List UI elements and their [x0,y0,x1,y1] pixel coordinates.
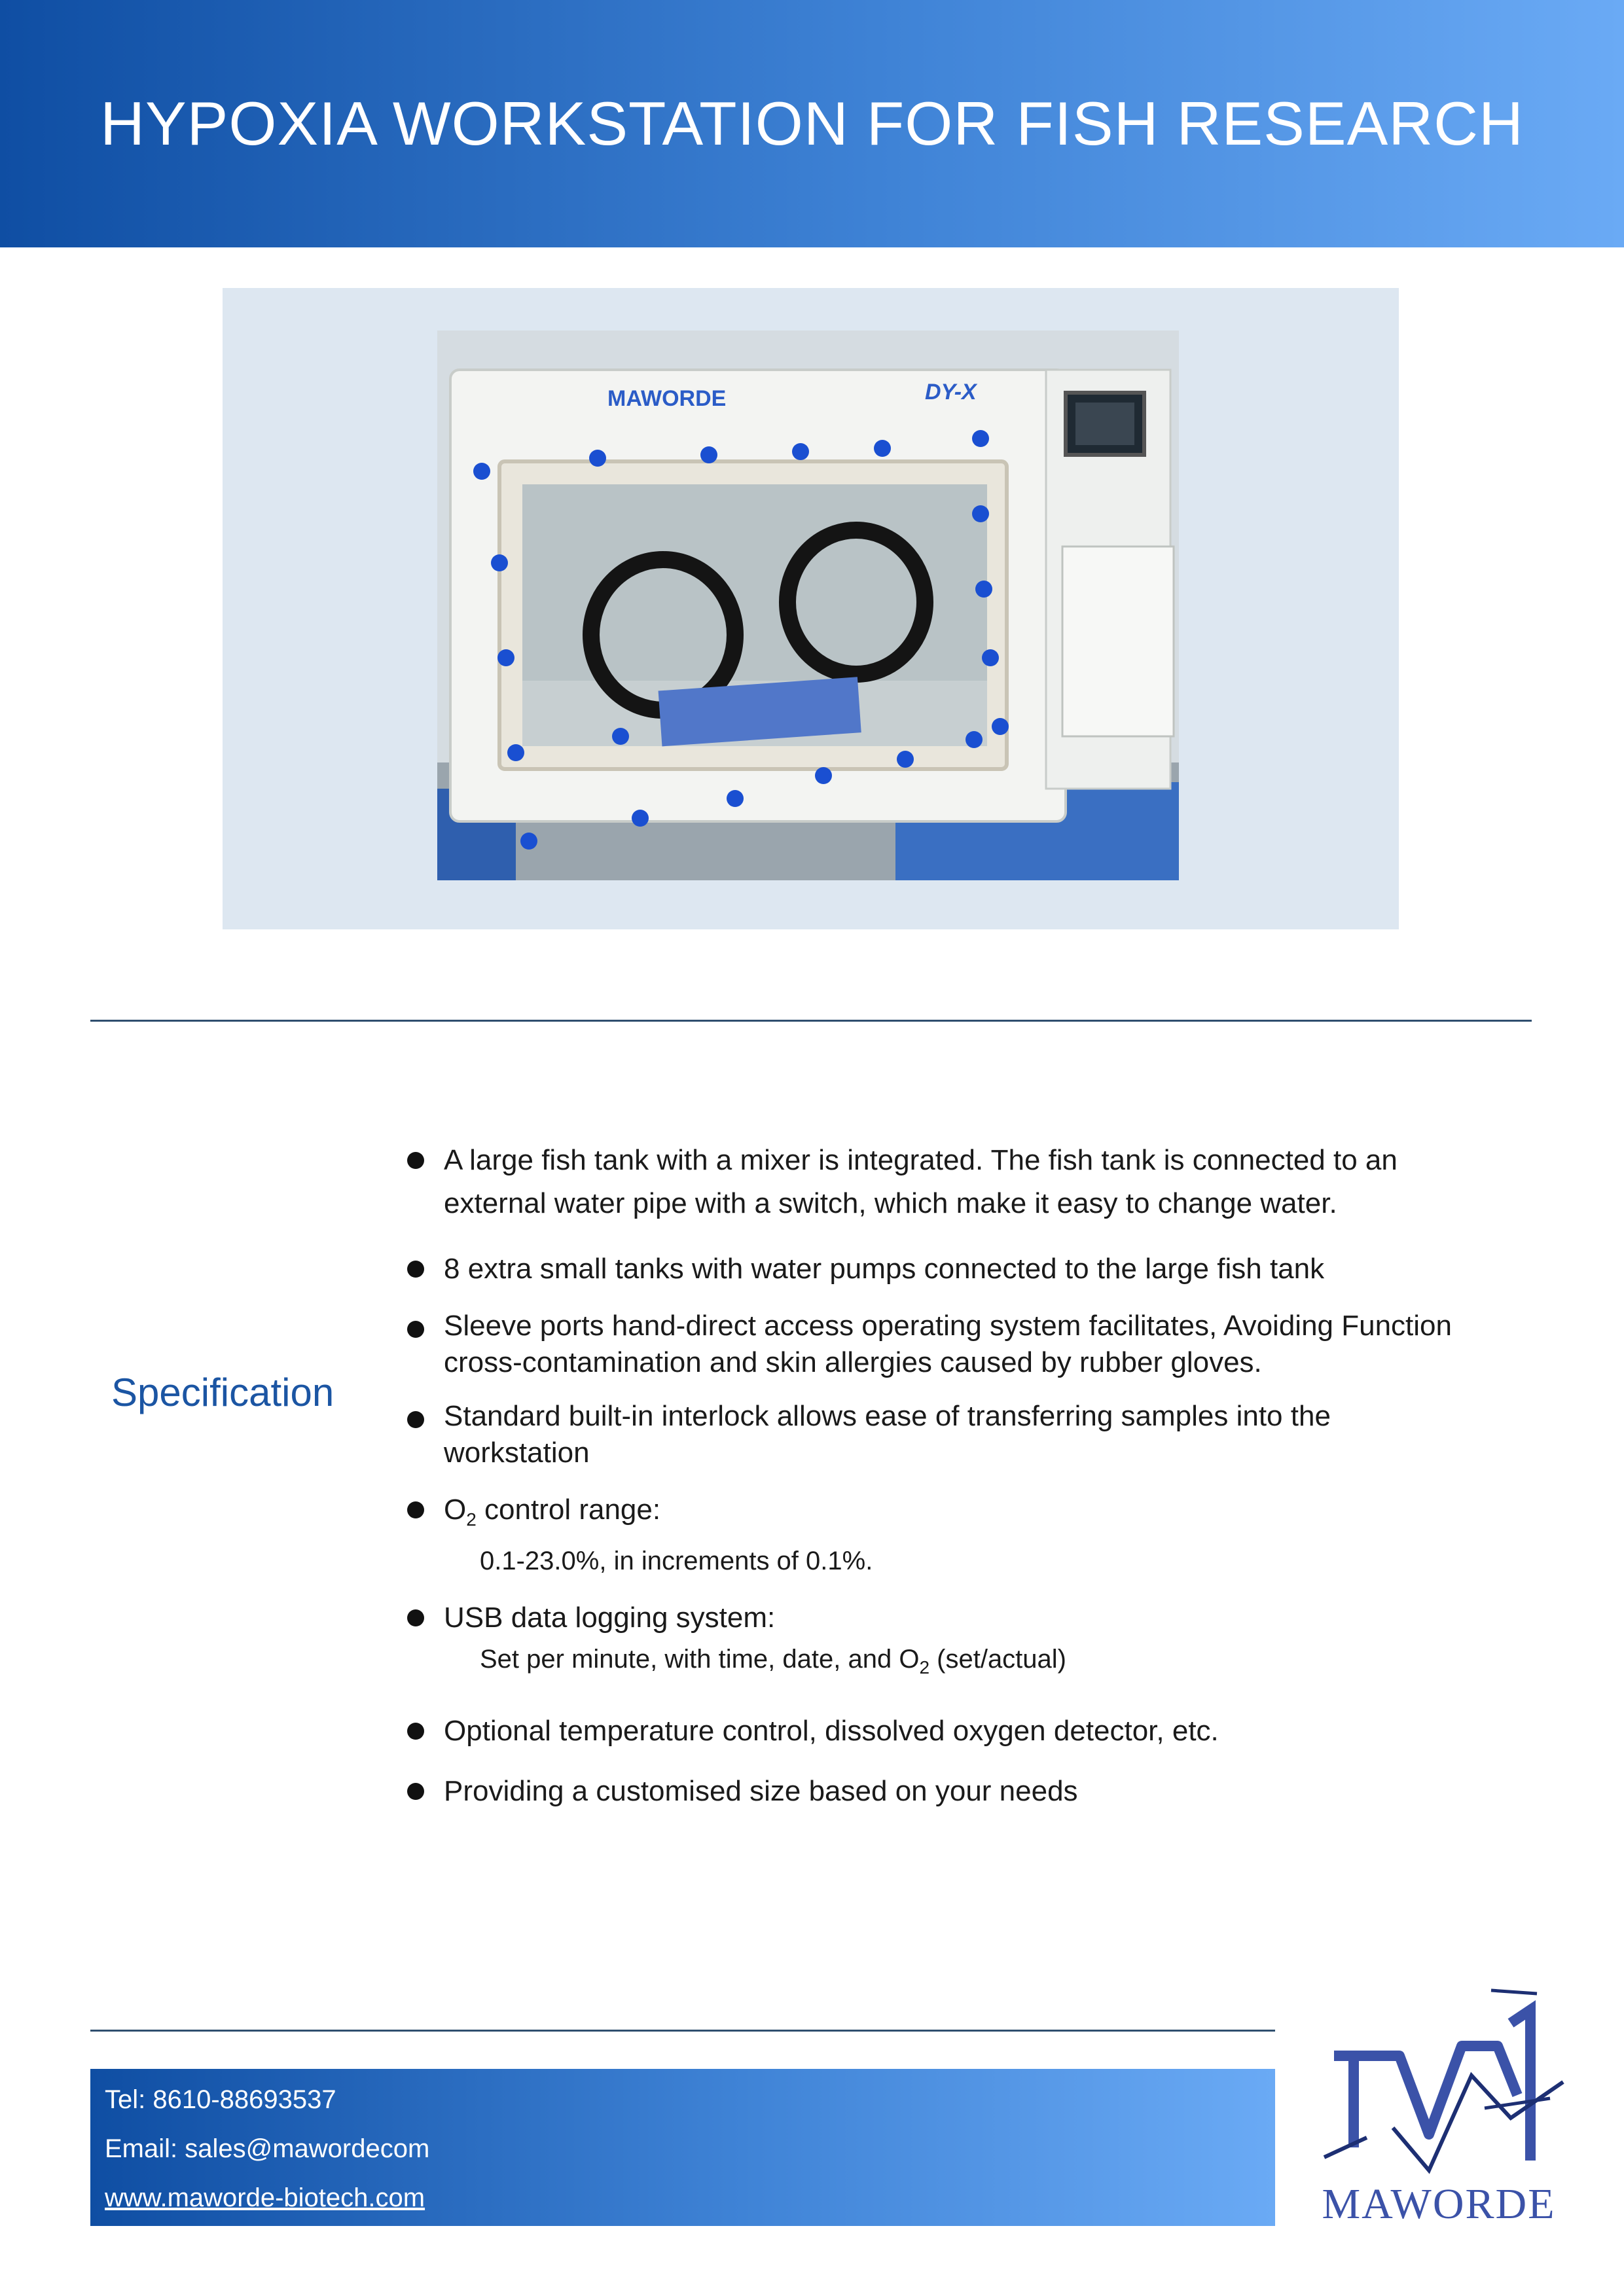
bullet-icon [407,1723,424,1740]
spec-o2-subscript: 2 [466,1509,477,1530]
product-photo-panel [223,288,1399,929]
contact-footer [90,2069,1275,2226]
bullet-icon [407,1152,424,1169]
spec-item [406,1596,1532,1687]
spec-item [406,1398,1532,1471]
spec-item-text: Sleeve ports hand-direct access operating system facilitates, Avoiding Function cross-contamination and skin allergies caused by rubber gloves. [444,1310,1452,1378]
divider-top [90,1020,1532,1022]
spec-item-subtext [444,1640,1532,1687]
spec-usb-sub-suffix: (set/actual) [929,1644,1066,1674]
spec-item [406,1770,1532,1813]
product-photo [437,331,1179,880]
contact-tel: Tel: 8610-88693537 [105,2085,336,2114]
spec-usb-sub-subscript: 2 [919,1657,930,1677]
bullet-icon [407,1783,424,1800]
spec-usb-sub-prefix: Set per minute, with time, date, and O [480,1644,920,1674]
bullet-icon [407,1261,424,1278]
spec-item-text: USB data logging system: [444,1601,776,1634]
spec-item-text: Providing a customised size based on your needs [444,1774,1078,1807]
specification-heading: Specification [111,1371,334,1414]
model-label: DY-X [925,380,977,404]
workstation-illustration [437,331,1179,880]
bullet-icon [407,1411,424,1428]
page-header [0,0,1624,247]
spec-item-text: Standard built-in interlock allows ease of transferring samples into the workstation [444,1400,1331,1469]
spec-item [406,1710,1532,1753]
brand-label: MAWORDE [607,386,727,411]
spec-item [406,1308,1532,1381]
specification-list [406,1139,1532,1813]
contact-email[interactable]: Email: sales@mawordecom [105,2134,430,2163]
bullet-icon [407,1321,424,1338]
spec-item-text: A large fish tank with a mixer is integrated. The fish tank is connected to an external water pipe with a switch, which make it easy to change water. [444,1144,1398,1219]
spec-item-text [444,1488,1532,1541]
spec-item-text: 8 extra small tanks with water pumps connected to the large fish tank [444,1253,1325,1285]
spec-item-text: Optional temperature control, dissolved oxygen detector, etc. [444,1714,1219,1747]
website-link[interactable]: www.maworde-biotech.com [105,2183,425,2212]
bullet-icon [407,1501,424,1518]
divider-bottom [90,2030,1275,2032]
spec-o2-prefix: O [444,1494,467,1526]
logo-text: MAWORDE [1322,2180,1556,2228]
spec-item [406,1139,1532,1225]
page-title: HYPOXIA WORKSTATION FOR FISH RESEARCH [100,89,1524,158]
spec-item-subtext: 0.1-23.0%, in increments of 0.1%. [480,1546,873,1575]
spec-item [406,1247,1532,1291]
spec-o2-label: control range: [476,1494,661,1526]
bullet-icon [407,1609,424,1626]
spec-item [406,1488,1532,1581]
